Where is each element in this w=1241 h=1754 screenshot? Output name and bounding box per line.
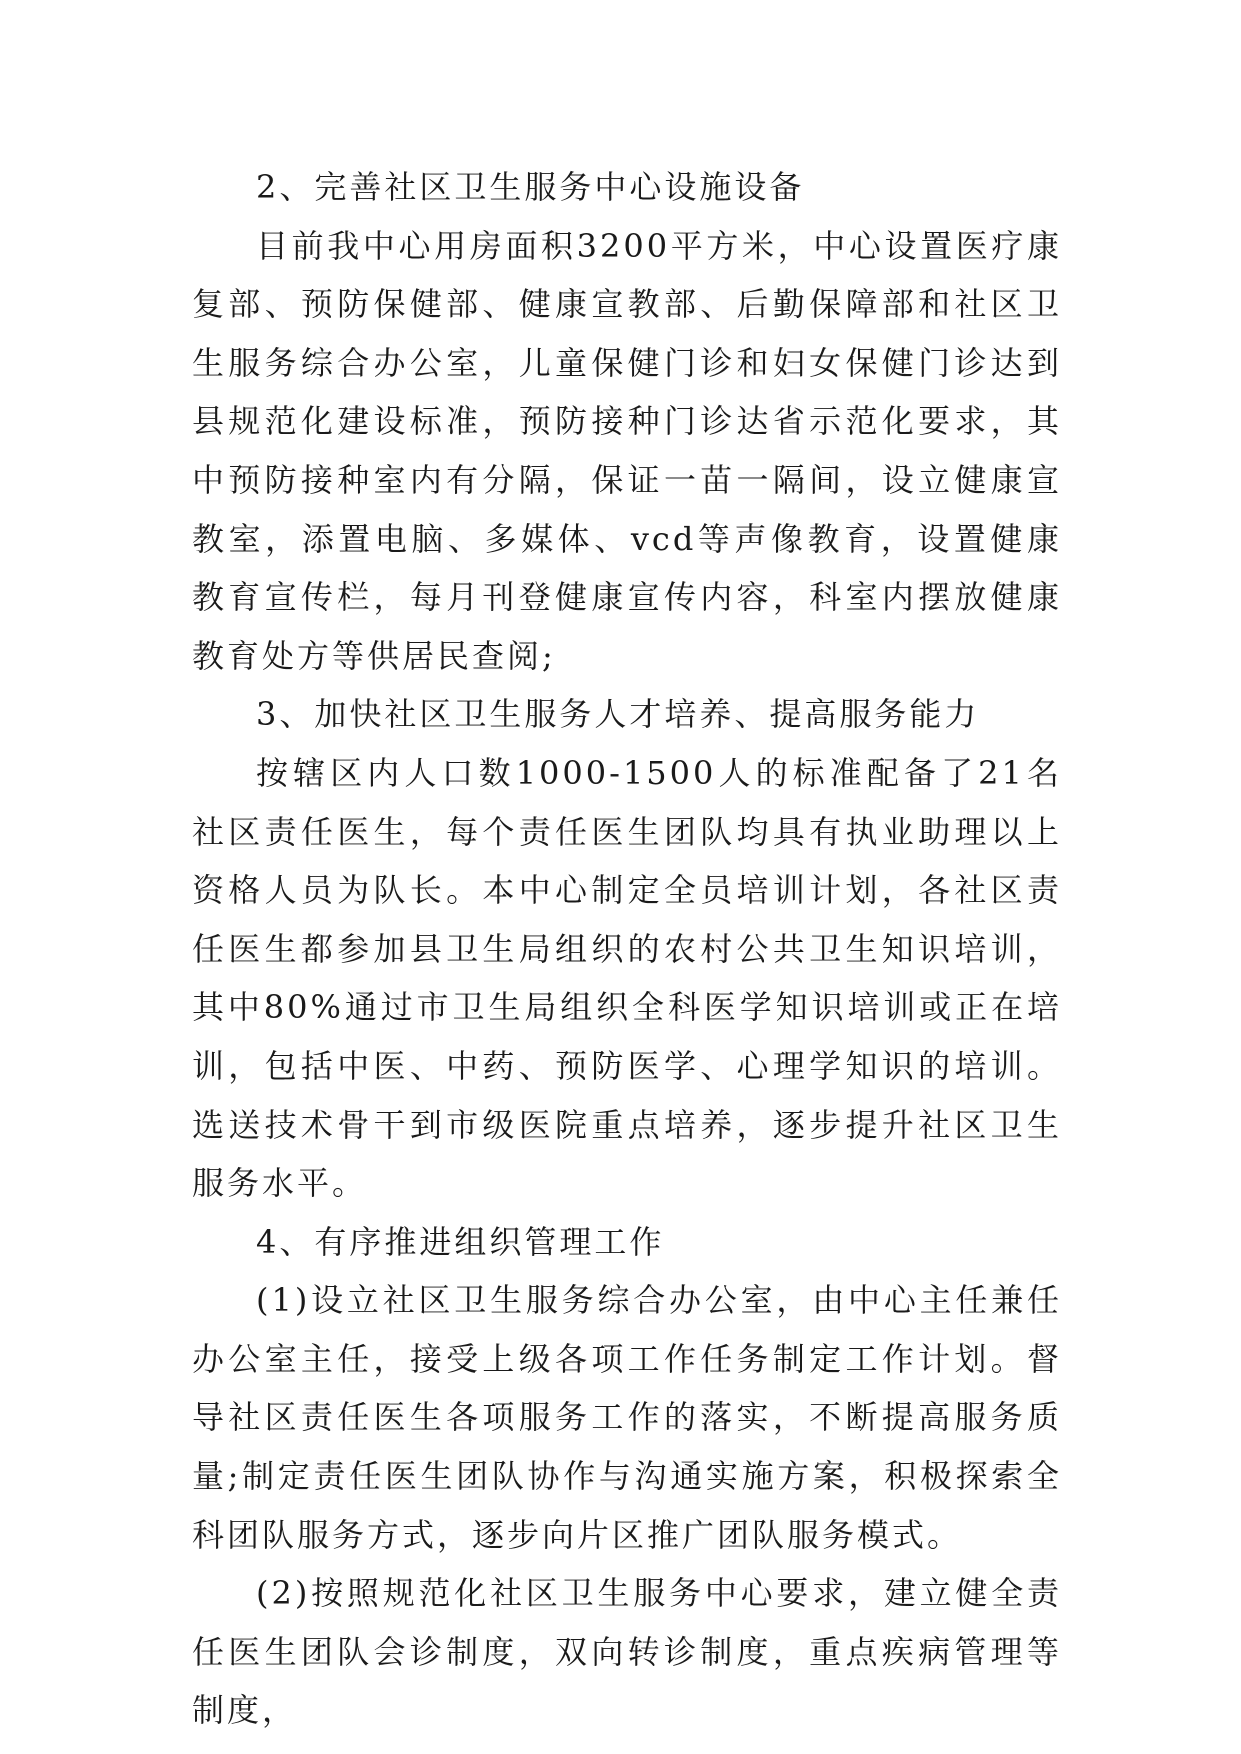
heading-management: 4、有序推进组织管理工作	[256, 1222, 665, 1261]
heading-facilities: 2、完善社区卫生服务中心设施设备	[256, 168, 805, 206]
paragraph-management-1: (1)设立社区卫生服务综合办公室，由中心主任兼任办公室主任，接受上级各项工作任务制定工作计划。督导社区责任医生各项服务工作的落实，不断提高服务质量;制定责任医生团队协作与沟通实施方案，积极探索全科团队服务方式，逐步向片区推广团队服务模式。	[192, 1281, 1062, 1554]
paragraph-talent: 按辖区内人口数1000-1500人的标准配备了21名社区责任医生，每个责任医生团队均具有执业助理以上资格人员为队长。本中心制定全员培训计划，各社区责任医生都参加县卫生局组织的农村公共卫生知识培训，其中80%通过市卫生局组织全科医学知识培训或正在培训，包括中医、中药、预防医学、心理学知识的培训。选送技术骨干到市级医院重点培养，逐步提升社区卫生服务水平。	[192, 753, 1062, 1203]
paragraph-facilities: 目前我中心用房面积3200平方米，中心设置医疗康复部、预防保健部、健康宣教部、后勤保障部和社区卫生服务综合办公室，儿童保健门诊和妇女保健门诊达到县规范化建设标准，预防接种门诊达省示范化要求，其中预防接种室内有分隔，保证一苗一隔间，设立健康宣教室，添置电脑、多媒体、vcd等声像教育，设置健康教育宣传栏，每月刊登健康宣传内容，科室内摆放健康教育处方等供居民查阅;	[192, 226, 1062, 675]
paragraph-management-2: (2)按照规范化社区卫生服务中心要求，建立健全责任医生团队会诊制度，双向转诊制度，重点疾病管理等制度，	[192, 1574, 1062, 1730]
heading-talent: 3、加快社区卫生服务人才培养、提高服务能力	[256, 695, 980, 734]
document-body	[192, 158, 1062, 1740]
